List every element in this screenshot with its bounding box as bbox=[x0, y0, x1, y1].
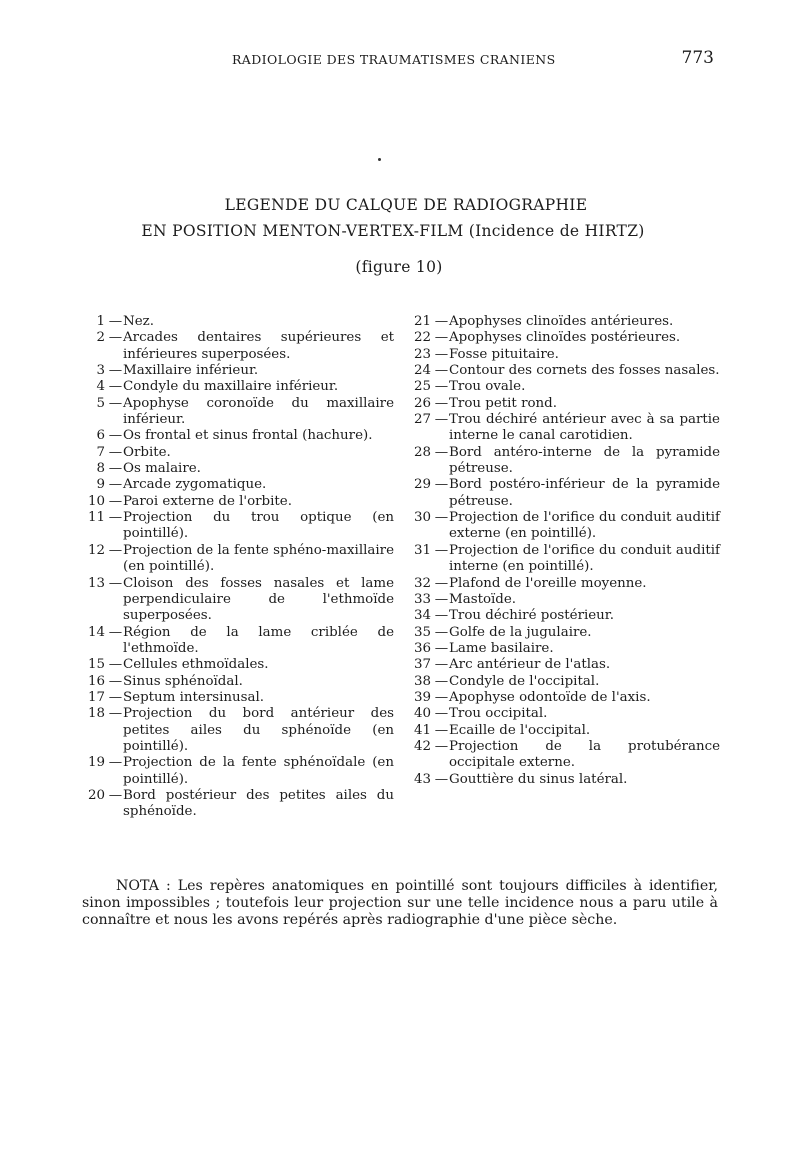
legend-item-dash: — bbox=[434, 640, 449, 656]
legend-item-dash: — bbox=[108, 363, 123, 379]
legend-item bbox=[82, 510, 394, 543]
legend-item-dash: — bbox=[434, 608, 449, 624]
legend-item bbox=[82, 543, 394, 576]
legend-item-dash: — bbox=[108, 575, 123, 591]
legend-item bbox=[408, 543, 720, 576]
page-header bbox=[232, 48, 722, 72]
legend-item-number: 13 bbox=[87, 575, 105, 591]
legend-item bbox=[408, 690, 720, 706]
legend-item-text: Projection de la fente sphéno-maxillaire (en pointillé). bbox=[123, 542, 394, 575]
legend-item-dash: — bbox=[108, 689, 123, 705]
legend-item-number: 20 bbox=[87, 787, 105, 803]
legend-item bbox=[408, 772, 720, 788]
legend-item bbox=[82, 576, 394, 625]
legend-item-text: Cloison des fosses nasales et lame perpendiculaire de l'ethmoïde superposées. bbox=[123, 575, 394, 624]
legend-item-dash: — bbox=[434, 510, 449, 526]
legend-item-dash: — bbox=[434, 722, 449, 738]
legend-item bbox=[408, 379, 720, 395]
legend-item-number: 1 bbox=[96, 314, 105, 329]
legend-item-text: Mastoïde. bbox=[449, 591, 517, 607]
nota-paragraph bbox=[82, 878, 718, 929]
legend-item-number: 18 bbox=[87, 706, 105, 722]
legend-item-number: 10 bbox=[87, 493, 105, 509]
legend-item-text: Trou petit rond. bbox=[449, 395, 557, 411]
legend-item-dash: — bbox=[108, 379, 123, 395]
legend-item-number: 21 bbox=[413, 314, 431, 329]
legend-item bbox=[82, 674, 394, 690]
legend-item bbox=[408, 657, 720, 673]
legend-item-number: 38 bbox=[413, 673, 431, 689]
legend-item bbox=[408, 674, 720, 690]
legend-item-number: 4 bbox=[96, 379, 105, 395]
legend-item bbox=[82, 396, 394, 429]
legend-item bbox=[82, 788, 394, 821]
legend-item bbox=[408, 330, 720, 346]
legend-item-number: 6 bbox=[96, 428, 105, 444]
legend-item-text: Cellules ethmoïdales. bbox=[123, 657, 269, 673]
legend-item-dash: — bbox=[434, 542, 449, 558]
legend-item-number: 27 bbox=[413, 412, 431, 428]
legend-item-dash: — bbox=[108, 510, 123, 526]
legend-item bbox=[82, 755, 394, 788]
legend-item-dash: — bbox=[434, 412, 449, 428]
legend-item bbox=[82, 314, 394, 330]
legend-item-text: Bord antéro-interne de la pyramide pétreuse. bbox=[449, 444, 720, 477]
legend-item-dash: — bbox=[434, 575, 449, 591]
legend-item-text: Arcades dentaires supérieures et inférieures superposées. bbox=[123, 330, 394, 362]
legend-item-dash: — bbox=[108, 428, 123, 444]
legend-item bbox=[82, 657, 394, 673]
legend-item-number: 30 bbox=[413, 510, 431, 526]
legend-item-dash: — bbox=[108, 395, 123, 411]
legend-item bbox=[408, 412, 720, 445]
legend-item bbox=[82, 706, 394, 755]
legend-item-dash: — bbox=[434, 771, 449, 787]
legend-item-dash: — bbox=[108, 493, 123, 509]
legend-item-dash: — bbox=[434, 379, 449, 395]
legend-item bbox=[408, 576, 720, 592]
legend-item-number: 14 bbox=[87, 624, 105, 640]
legend-item bbox=[408, 625, 720, 641]
legend-item-dash: — bbox=[434, 657, 449, 673]
legend-item-text: Région de la lame criblée de l'ethmoïde. bbox=[123, 624, 394, 656]
legend-item-number: 15 bbox=[87, 657, 105, 673]
legend-item-text: Os frontal et sinus frontal (hachure). bbox=[123, 428, 373, 444]
legend-column-right bbox=[408, 314, 720, 788]
legend-item-number: 33 bbox=[413, 591, 431, 607]
legend-item-text: Condyle du maxillaire inférieur. bbox=[123, 379, 339, 395]
legend-item-dash: — bbox=[434, 477, 449, 493]
legend-item bbox=[408, 314, 720, 330]
legend-item-text: Apophyse odontoïde de l'axis. bbox=[449, 689, 651, 705]
legend-item-number: 2 bbox=[96, 330, 105, 346]
legend-item-number: 35 bbox=[413, 624, 431, 640]
legend-item-text: Condyle de l'occipital. bbox=[449, 673, 600, 689]
legend-item-dash: — bbox=[108, 461, 123, 477]
legend-item-number: 17 bbox=[87, 689, 105, 705]
legend-item-number: 23 bbox=[413, 346, 431, 362]
legend-item bbox=[82, 461, 394, 477]
legend-item-dash: — bbox=[108, 755, 123, 771]
legend-item-dash: — bbox=[434, 395, 449, 411]
legend-item-text: Contour des cornets des fosses nasales. bbox=[449, 363, 720, 379]
legend-item-number: 34 bbox=[413, 608, 431, 624]
legend-item-number: 28 bbox=[413, 444, 431, 460]
legend-item-number: 19 bbox=[87, 755, 105, 771]
page-number: 773 bbox=[681, 48, 714, 68]
legend-item bbox=[408, 445, 720, 478]
legend-item-number: 22 bbox=[413, 330, 431, 346]
legend-item-text: Apophyses clinoïdes antérieures. bbox=[449, 314, 674, 329]
legend-item-number: 32 bbox=[413, 575, 431, 591]
figure-reference: (figure 10) bbox=[355, 258, 443, 276]
legend-item-dash: — bbox=[434, 363, 449, 379]
legend-item-text: Projection de l'orifice du conduit auditif externe (en pointillé). bbox=[449, 510, 720, 542]
legend-item-text: Orbite. bbox=[123, 444, 171, 460]
legend-item-number: 24 bbox=[413, 363, 431, 379]
legend-item bbox=[82, 445, 394, 461]
legend-item-number: 11 bbox=[87, 510, 105, 526]
legend-item bbox=[82, 494, 394, 510]
legend-item-text: Arcade zygomatique. bbox=[123, 477, 267, 493]
legend-item-dash: — bbox=[434, 673, 449, 689]
legend-item-text: Trou ovale. bbox=[449, 379, 526, 395]
legend-title-line2: EN POSITION MENTON-VERTEX-FILM (Incidence de HIRTZ) bbox=[141, 222, 645, 240]
legend-item-dash: — bbox=[108, 624, 123, 640]
legend-item-text: Bord postéro-inférieur de la pyramide pétreuse. bbox=[449, 477, 720, 509]
legend-item-dash: — bbox=[108, 477, 123, 493]
legend-item-dash: — bbox=[434, 314, 449, 329]
legend-item-dash: — bbox=[434, 346, 449, 362]
legend-item bbox=[408, 396, 720, 412]
legend-item bbox=[82, 690, 394, 706]
legend-item-text: Bord postérieur des petites ailes du sphénoïde. bbox=[123, 787, 394, 820]
legend-title-line1: LEGENDE DU CALQUE DE RADIOGRAPHIE bbox=[224, 196, 588, 214]
legend-item-number: 3 bbox=[96, 363, 105, 379]
legend-item-number: 29 bbox=[413, 477, 431, 493]
legend-item-text: Fosse pituitaire. bbox=[449, 346, 559, 362]
legend-item-text: Septum intersinusal. bbox=[123, 689, 265, 705]
legend-item-text: Trou déchiré antérieur avec à sa partie interne le canal carotidien. bbox=[449, 412, 720, 444]
decorative-dot bbox=[378, 158, 381, 161]
legend-item-text: Projection de la protubérance occipitale externe. bbox=[449, 738, 720, 771]
legend-item bbox=[82, 477, 394, 493]
legend-item-number: 36 bbox=[413, 640, 431, 656]
legend-item-number: 40 bbox=[413, 706, 431, 722]
legend-item bbox=[82, 363, 394, 379]
legend-item-number: 31 bbox=[413, 542, 431, 558]
legend-item-number: 39 bbox=[413, 689, 431, 705]
legend-item-number: 16 bbox=[87, 673, 105, 689]
legend-item-text: Lame basilaire. bbox=[449, 640, 554, 656]
legend-item-number: 41 bbox=[413, 722, 431, 738]
legend-item-dash: — bbox=[434, 689, 449, 705]
legend-item-number: 25 bbox=[413, 379, 431, 395]
legend-item bbox=[408, 706, 720, 722]
legend-item-dash: — bbox=[434, 624, 449, 640]
legend-item-number: 5 bbox=[96, 395, 105, 411]
legend-item bbox=[408, 510, 720, 543]
legend-item-dash: — bbox=[108, 787, 123, 803]
legend-item-number: 12 bbox=[87, 542, 105, 558]
legend-item-number: 43 bbox=[413, 771, 431, 787]
legend-item-dash: — bbox=[434, 706, 449, 722]
legend-item-text: Nez. bbox=[123, 314, 154, 329]
legend-item-text: Paroi externe de l'orbite. bbox=[123, 493, 292, 509]
legend-item-text: Projection du trou optique (en pointillé). bbox=[123, 510, 394, 542]
legend-item-number: 8 bbox=[96, 461, 105, 477]
legend-item-dash: — bbox=[108, 657, 123, 673]
legend-item-dash: — bbox=[108, 330, 123, 346]
legend-item bbox=[82, 625, 394, 658]
legend-item-text: Sinus sphénoïdal. bbox=[123, 673, 243, 689]
legend-item-text: Trou occipital. bbox=[449, 706, 548, 722]
legend-item bbox=[408, 363, 720, 379]
legend-item-text: Apophyse coronoïde du maxillaire inférieur. bbox=[123, 395, 394, 428]
running-title: RADIOLOGIE DES TRAUMATISMES CRANIENS bbox=[232, 52, 556, 67]
legend-item-dash: — bbox=[434, 591, 449, 607]
legend-item-dash: — bbox=[108, 444, 123, 460]
legend-item-text: Golfe de la jugulaire. bbox=[449, 624, 592, 640]
legend-item bbox=[82, 379, 394, 395]
legend-item-dash: — bbox=[108, 314, 123, 329]
legend-item-number: 9 bbox=[96, 477, 105, 493]
legend-item-number: 7 bbox=[96, 444, 105, 460]
legend-item-dash: — bbox=[434, 738, 449, 754]
legend-item-text: Projection de l'orifice du conduit auditif interne (en pointillé). bbox=[449, 542, 720, 575]
legend-item-number: 26 bbox=[413, 395, 431, 411]
legend-item bbox=[408, 477, 720, 510]
legend-item-dash: — bbox=[108, 706, 123, 722]
legend-item-dash: — bbox=[108, 542, 123, 558]
legend-item bbox=[408, 592, 720, 608]
legend-item bbox=[82, 330, 394, 363]
legend-item-text: Gouttière du sinus latéral. bbox=[449, 771, 628, 787]
legend-item-text: Trou déchiré postérieur. bbox=[449, 608, 614, 624]
legend-item-text: Ecaille de l'occipital. bbox=[449, 722, 591, 738]
legend-item-dash: — bbox=[434, 444, 449, 460]
legend-item bbox=[82, 428, 394, 444]
nota-label: NOTA : bbox=[116, 878, 171, 894]
legend-item bbox=[408, 739, 720, 772]
nota-text: Les repères anatomiques en pointillé sont toujours difficiles à identifier, sinon impossibles ; toutefois leur projection sur une telle incidence nous a paru utile à connaître et nous les avons repérés après radiographie d'une pièce sèche. bbox=[82, 878, 718, 928]
legend-item-text: Apophyses clinoïdes postérieures. bbox=[449, 330, 681, 346]
legend-item bbox=[408, 641, 720, 657]
legend-item-text: Maxillaire inférieur. bbox=[123, 363, 259, 379]
legend-item-number: 42 bbox=[413, 738, 431, 754]
legend-item-text: Projection du bord antérieur des petites ailes du sphénoïde (en pointillé). bbox=[123, 706, 394, 754]
legend-item-number: 37 bbox=[413, 657, 431, 673]
legend-item bbox=[408, 608, 720, 624]
legend-item bbox=[408, 347, 720, 363]
legend-item bbox=[408, 723, 720, 739]
legend-column-left bbox=[82, 314, 394, 821]
legend-item-text: Arc antérieur de l'atlas. bbox=[449, 657, 611, 673]
legend-item-dash: — bbox=[108, 673, 123, 689]
legend-item-dash: — bbox=[434, 330, 449, 346]
legend-item-text: Plafond de l'oreille moyenne. bbox=[449, 575, 647, 591]
legend-item-text: Projection de la fente sphénoïdale (en pointillé). bbox=[123, 755, 394, 787]
legend-item-text: Os malaire. bbox=[123, 461, 201, 477]
